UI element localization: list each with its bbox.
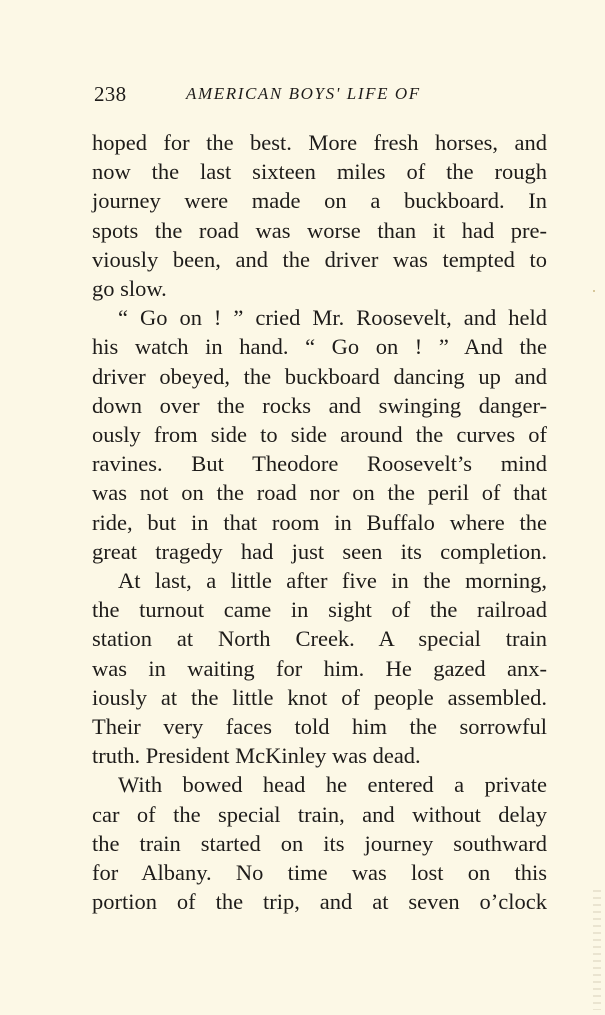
paragraph [92, 128, 547, 303]
text-line: for Albany. No time was lost on this [92, 860, 547, 886]
text-line: With bowed head he entered a private [118, 772, 547, 798]
text-line: his watch in hand. “ Go on ! ” And the [92, 334, 547, 360]
text-line: ride, but in that room in Buffalo where the [92, 509, 547, 535]
text-line: station at North Creek. A special train [92, 626, 547, 652]
paper-speck [593, 290, 595, 292]
text-line: truth. President McKinley was dead. [92, 743, 421, 769]
text-line: ravines. But Theodore Roosevelt’s mind [92, 451, 547, 477]
text-line: ously from side to side around the curves of [92, 422, 547, 448]
text-line: Their very faces told him the sorrowful [92, 714, 547, 740]
text-line: At last, a little after five in the morning, [118, 568, 547, 594]
paragraph [92, 566, 547, 770]
paragraph [92, 303, 547, 566]
body-text [92, 128, 547, 916]
text-line: hoped for the best. More fresh horses, and [92, 130, 547, 155]
paragraph [92, 770, 547, 916]
running-head: AMERICAN BOYS' LIFE OF [186, 84, 421, 103]
text-line: driver obeyed, the buckboard dancing up and [92, 363, 547, 389]
text-line: now the last sixteen miles of the rough [92, 159, 547, 185]
text-line: was in waiting for him. He gazed anx- [92, 655, 547, 681]
page-edge-texture [593, 890, 601, 1010]
text-line: iously at the little knot of people assembled. [92, 684, 547, 710]
text-line: down over the rocks and swinging danger- [92, 392, 547, 418]
text-line: great tragedy had just seen its completion. [92, 538, 547, 564]
text-line: portion of the trip, and at seven o’clock [92, 889, 547, 915]
text-line: journey were made on a buckboard. In [92, 188, 547, 214]
text-line: the turnout came in sight of the railroad [92, 597, 547, 623]
text-line: car of the special train, and without delay [92, 801, 547, 827]
page-number: 238 [94, 82, 127, 106]
page-header [94, 82, 554, 110]
text-line: go slow. [92, 276, 167, 302]
text-line: “ Go on ! ” cried Mr. Roosevelt, and held [118, 305, 547, 331]
text-line: viously been, and the driver was tempted to [92, 246, 547, 272]
text-line: the train started on its journey southward [92, 830, 547, 856]
text-line: was not on the road nor on the peril of that [92, 480, 547, 506]
text-line: spots the road was worse than it had pre- [92, 217, 547, 243]
